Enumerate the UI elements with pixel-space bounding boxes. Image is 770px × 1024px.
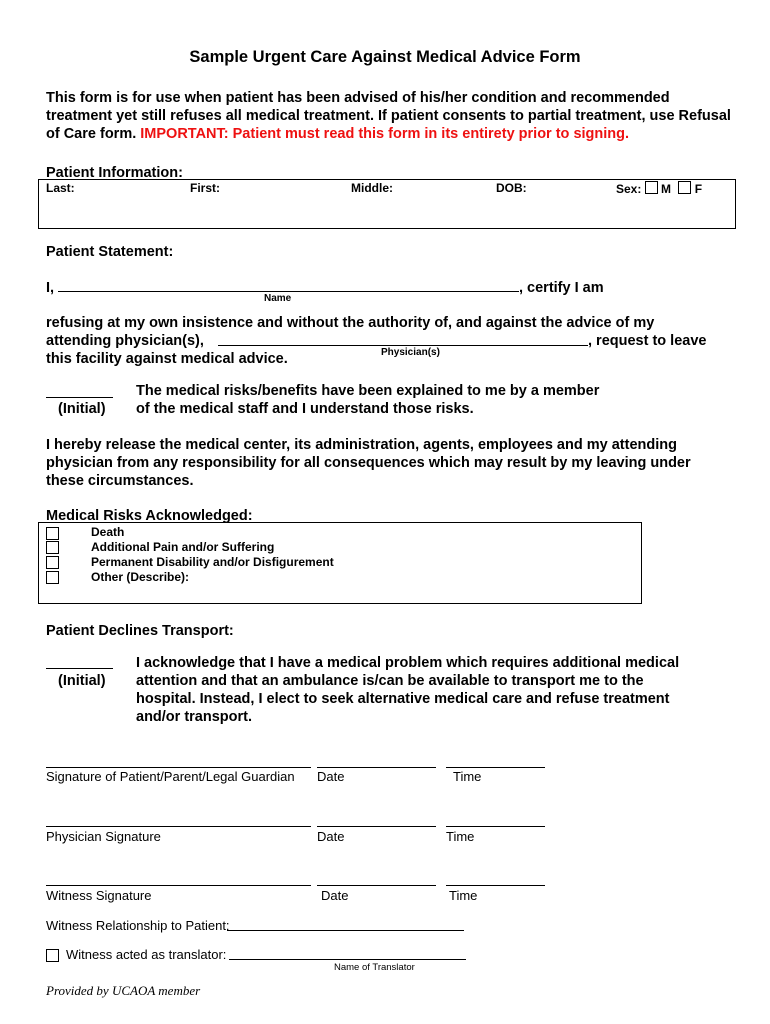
initial-line-transport[interactable] — [46, 668, 113, 669]
patient-time-label: Time — [453, 769, 482, 784]
risk-item-other: Other (Describe): — [91, 570, 190, 584]
name-caption: Name — [264, 293, 292, 304]
request-text: , request to leave — [588, 333, 707, 349]
release-paragraph: I hereby release the medical center, its administration, agents, employees and my attending physician from any responsibility for all consequences which may result by my leaving under these circumstances. — [46, 437, 691, 489]
physician-signature-line[interactable] — [46, 826, 311, 827]
translator-label: Witness acted as translator: — [66, 947, 227, 962]
sex-m-label: M — [661, 182, 672, 196]
risk-item-death: Death — [91, 525, 125, 539]
transport-line-1: I acknowledge that I have a medical problem which requires additional medical — [136, 655, 680, 671]
witness-signature-label: Witness Signature — [46, 888, 152, 903]
patient-signature-line[interactable] — [46, 767, 311, 768]
footer-provided-by: Provided by UCAOA member — [46, 983, 201, 998]
first-label: First: — [190, 181, 220, 195]
physicians-caption: Physician(s) — [381, 347, 440, 358]
translator-name-line[interactable] — [229, 959, 466, 960]
risk-item-pain: Additional Pain and/or Suffering — [91, 540, 275, 554]
witness-date-label: Date — [321, 888, 349, 903]
refusing-text: refusing at my own insistence and without the authority of, and against the advice of my — [46, 315, 655, 331]
sex-field — [616, 181, 702, 196]
witness-time-line[interactable] — [446, 885, 545, 886]
attending-text: attending physician(s), — [46, 333, 204, 349]
translator-name-caption: Name of Translator — [334, 962, 415, 973]
physician-date-line[interactable] — [317, 826, 436, 827]
translator-checkbox[interactable] — [46, 948, 59, 966]
physician-time-label: Time — [446, 829, 475, 844]
transport-heading: Patient Declines Transport: — [46, 623, 234, 639]
statement-heading: Patient Statement: — [46, 244, 174, 260]
dob-label: DOB: — [496, 181, 527, 195]
patient-time-line[interactable] — [446, 767, 545, 768]
patient-signature-label: Signature of Patient/Parent/Legal Guardian — [46, 769, 295, 784]
sex-f-label: F — [694, 182, 703, 196]
risk-item-disability: Permanent Disability and/or Disfigurement — [91, 555, 334, 569]
sex-f-checkbox[interactable] — [678, 181, 691, 194]
name-input-line[interactable] — [58, 291, 519, 292]
certify-text: , certify I am — [519, 280, 604, 296]
patient-date-label: Date — [317, 769, 345, 784]
initial-label-transport: (Initial) — [58, 673, 106, 689]
witness-signature-line[interactable] — [46, 885, 311, 886]
patient-info-heading: Patient Information: — [46, 165, 183, 181]
physician-input-line[interactable] — [218, 345, 588, 346]
physician-signature-label: Physician Signature — [46, 829, 161, 844]
relationship-input-line[interactable] — [227, 930, 464, 931]
statement-i: I, — [46, 280, 55, 296]
relationship-label: Witness Relationship to Patient: — [46, 918, 230, 933]
transport-line-3: hospital. Instead, I elect to seek alternative medical care and refuse treatment — [136, 691, 670, 707]
initial-label-risks: (Initial) — [58, 401, 106, 417]
middle-label: Middle: — [351, 181, 393, 195]
physician-date-label: Date — [317, 829, 345, 844]
intro-text: This form is for use when patient has been advised of his/her condition and recommended treatment yet still refuses all medical treatment. If patient consents to partial treatment, use Refusal of Care form. — [46, 90, 731, 142]
last-label: Last: — [46, 181, 75, 195]
patient-date-line[interactable] — [317, 767, 436, 768]
sex-m-checkbox[interactable] — [645, 181, 658, 194]
witness-date-line[interactable] — [317, 885, 436, 886]
page-title: Sample Urgent Care Against Medical Advice Form — [189, 48, 581, 66]
intro-paragraph — [46, 89, 736, 143]
transport-line-2: attention and that an ambulance is/can be available to transport me to the — [136, 673, 644, 689]
transport-line-4: and/or transport. — [136, 709, 253, 725]
initial-line-risks[interactable] — [46, 397, 113, 398]
sex-label: Sex: — [616, 182, 642, 196]
important-notice: IMPORTANT: Patient must read this form in its entirety prior to signing. — [140, 126, 630, 142]
risks-heading: Medical Risks Acknowledged: — [46, 508, 253, 524]
risks-explained-line2: of the medical staff and I understand those risks. — [136, 401, 474, 417]
risk-checkbox-other[interactable] — [46, 570, 59, 588]
witness-time-label: Time — [449, 888, 478, 903]
risks-explained-line1: The medical risks/benefits have been explained to me by a member — [136, 383, 600, 399]
facility-text: this facility against medical advice. — [46, 351, 288, 367]
physician-time-line[interactable] — [446, 826, 545, 827]
